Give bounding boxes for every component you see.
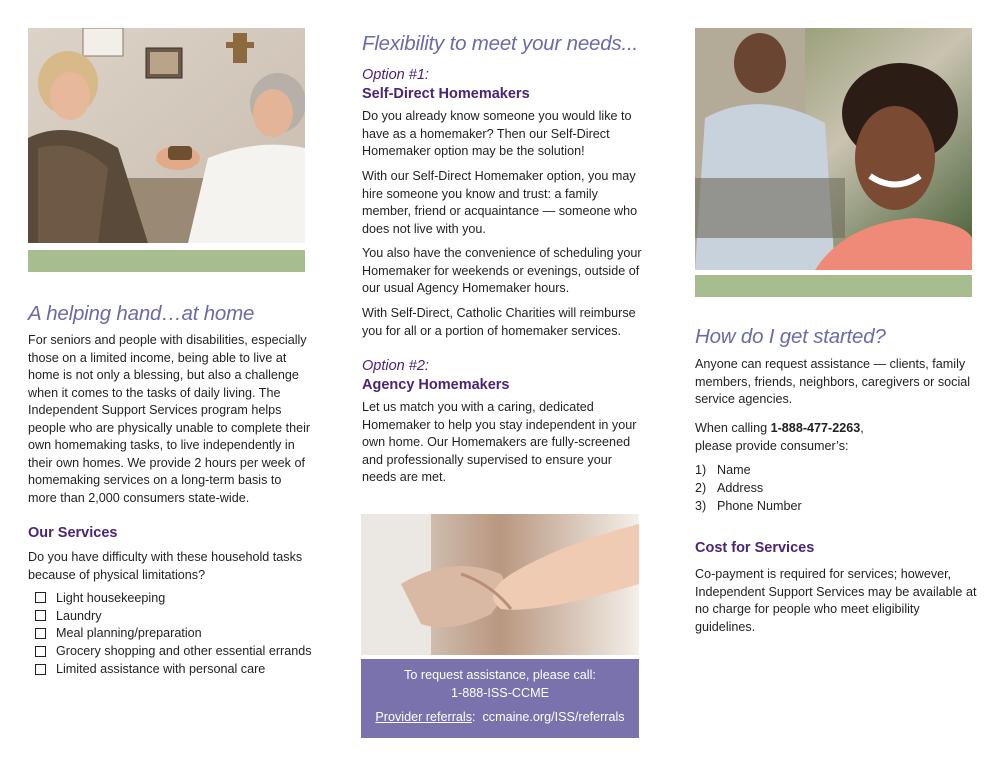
option1-paragraph-3: You also have the convenience of scheduling your Homemaker for weekends or evenings, outside of our usual Agency Homemaker hours. bbox=[362, 246, 642, 295]
referral-url: ccmaine.org/ISS/referrals bbox=[482, 710, 625, 724]
info-item-number: 2) bbox=[695, 481, 707, 495]
right-heading: How do I get started? bbox=[695, 325, 886, 348]
hands-photo-illustration bbox=[361, 514, 639, 655]
option1-paragraph-4: With Self-Direct, Catholic Charities will reimburse you for all or a portion of homemaker services. bbox=[362, 306, 636, 338]
info-item-text: Address bbox=[717, 481, 764, 495]
referral-separator: : bbox=[472, 710, 483, 724]
info-item-number: 1) bbox=[695, 463, 707, 477]
callbox-phone: 1-888-ISS-CCME bbox=[451, 686, 549, 700]
service-item bbox=[28, 607, 328, 625]
calling-suffix: , bbox=[860, 421, 864, 435]
calling-phone: 1-888-477-2263 bbox=[770, 421, 861, 435]
service-label: Limited assistance with personal care bbox=[56, 662, 266, 677]
service-label: Laundry bbox=[56, 608, 102, 623]
call-to-action-box bbox=[361, 659, 639, 738]
right-photo-caption-bar bbox=[695, 275, 972, 297]
calling-prefix: When calling bbox=[695, 421, 771, 435]
callbox-line1: To request assistance, please call: bbox=[404, 668, 596, 682]
checkbox[interactable] bbox=[35, 646, 46, 657]
left-intro: For seniors and people with disabilities, especially those on a limited income, being able to live at home is not only a blessing, but also a challenge when it comes to the tasks of daily living. The Independent Support Services program helps people who are physically unable to complete their own homemaking tasks, to live independently in their own homes. We provide 2 hours per week of homemaking services on a long-term basis to more than 2,000 consumers state-wide. bbox=[28, 333, 311, 505]
women-photo-illustration bbox=[28, 28, 305, 243]
service-label: Meal planning/preparation bbox=[56, 626, 202, 641]
cost-text: Co-payment is required for services; however, Independent Support Services may be available at no charge for people who meet eligibility guidelines. bbox=[695, 567, 977, 634]
option1-label: Option #1: bbox=[362, 67, 429, 83]
info-item-text: Name bbox=[717, 463, 751, 477]
service-item bbox=[28, 642, 328, 660]
service-item bbox=[28, 625, 328, 643]
service-item bbox=[28, 660, 328, 678]
option2-title: Agency Homemakers bbox=[362, 377, 510, 393]
left-photo-caption-bar bbox=[28, 250, 305, 272]
info-item bbox=[695, 479, 895, 497]
left-heading: A helping hand…at home bbox=[28, 302, 255, 325]
hands-photo bbox=[361, 514, 639, 655]
provider-referrals-link[interactable]: Provider referrals bbox=[375, 710, 472, 724]
consumer-info-list bbox=[695, 461, 895, 515]
option1-title: Self-Direct Homemakers bbox=[362, 86, 530, 102]
our-services-heading: Our Services bbox=[28, 525, 118, 541]
services-question: Do you have difficulty with these household tasks because of physical limitations? bbox=[28, 550, 303, 582]
middle-heading: Flexibility to meet your needs... bbox=[362, 32, 638, 55]
service-label: Grocery shopping and other essential errands bbox=[56, 644, 312, 659]
checkbox[interactable] bbox=[35, 610, 46, 621]
option2-paragraph: Let us match you with a caring, dedicated Homemaker to help you stay independent in your own home. Our Homemakers are fully-screened and professionally supervised to ensure your needs are met. bbox=[362, 400, 637, 484]
service-item bbox=[28, 589, 328, 607]
option1-paragraph-2: With our Self-Direct Homemaker option, you may hire someone you know and trust: a family member, friend or acquaintance — someone who does not live with you. bbox=[362, 169, 638, 236]
services-checklist bbox=[28, 589, 328, 678]
option2-label: Option #2: bbox=[362, 358, 429, 374]
info-item-number: 3) bbox=[695, 499, 707, 513]
women-photo bbox=[28, 28, 305, 243]
callbox-referral-line bbox=[361, 710, 639, 724]
info-item bbox=[695, 461, 895, 479]
cost-heading: Cost for Services bbox=[695, 540, 815, 556]
checkbox[interactable] bbox=[35, 592, 46, 603]
info-item bbox=[695, 497, 895, 515]
checkbox[interactable] bbox=[35, 664, 46, 675]
calling-line bbox=[695, 420, 975, 455]
checkbox[interactable] bbox=[35, 628, 46, 639]
calling-line2: please provide consumer’s: bbox=[695, 438, 849, 453]
info-item-text: Phone Number bbox=[717, 499, 802, 513]
men-photo bbox=[695, 28, 972, 270]
men-photo-illustration bbox=[695, 28, 972, 270]
option1-paragraph-1: Do you already know someone you would like to have as a homemaker? Then our Self-Direct Homemaker option may be the solution! bbox=[362, 109, 632, 158]
service-label: Light housekeeping bbox=[56, 590, 166, 605]
right-intro: Anyone can request assistance — clients, family members, friends, neighbors, caregivers or social service agencies. bbox=[695, 357, 971, 406]
